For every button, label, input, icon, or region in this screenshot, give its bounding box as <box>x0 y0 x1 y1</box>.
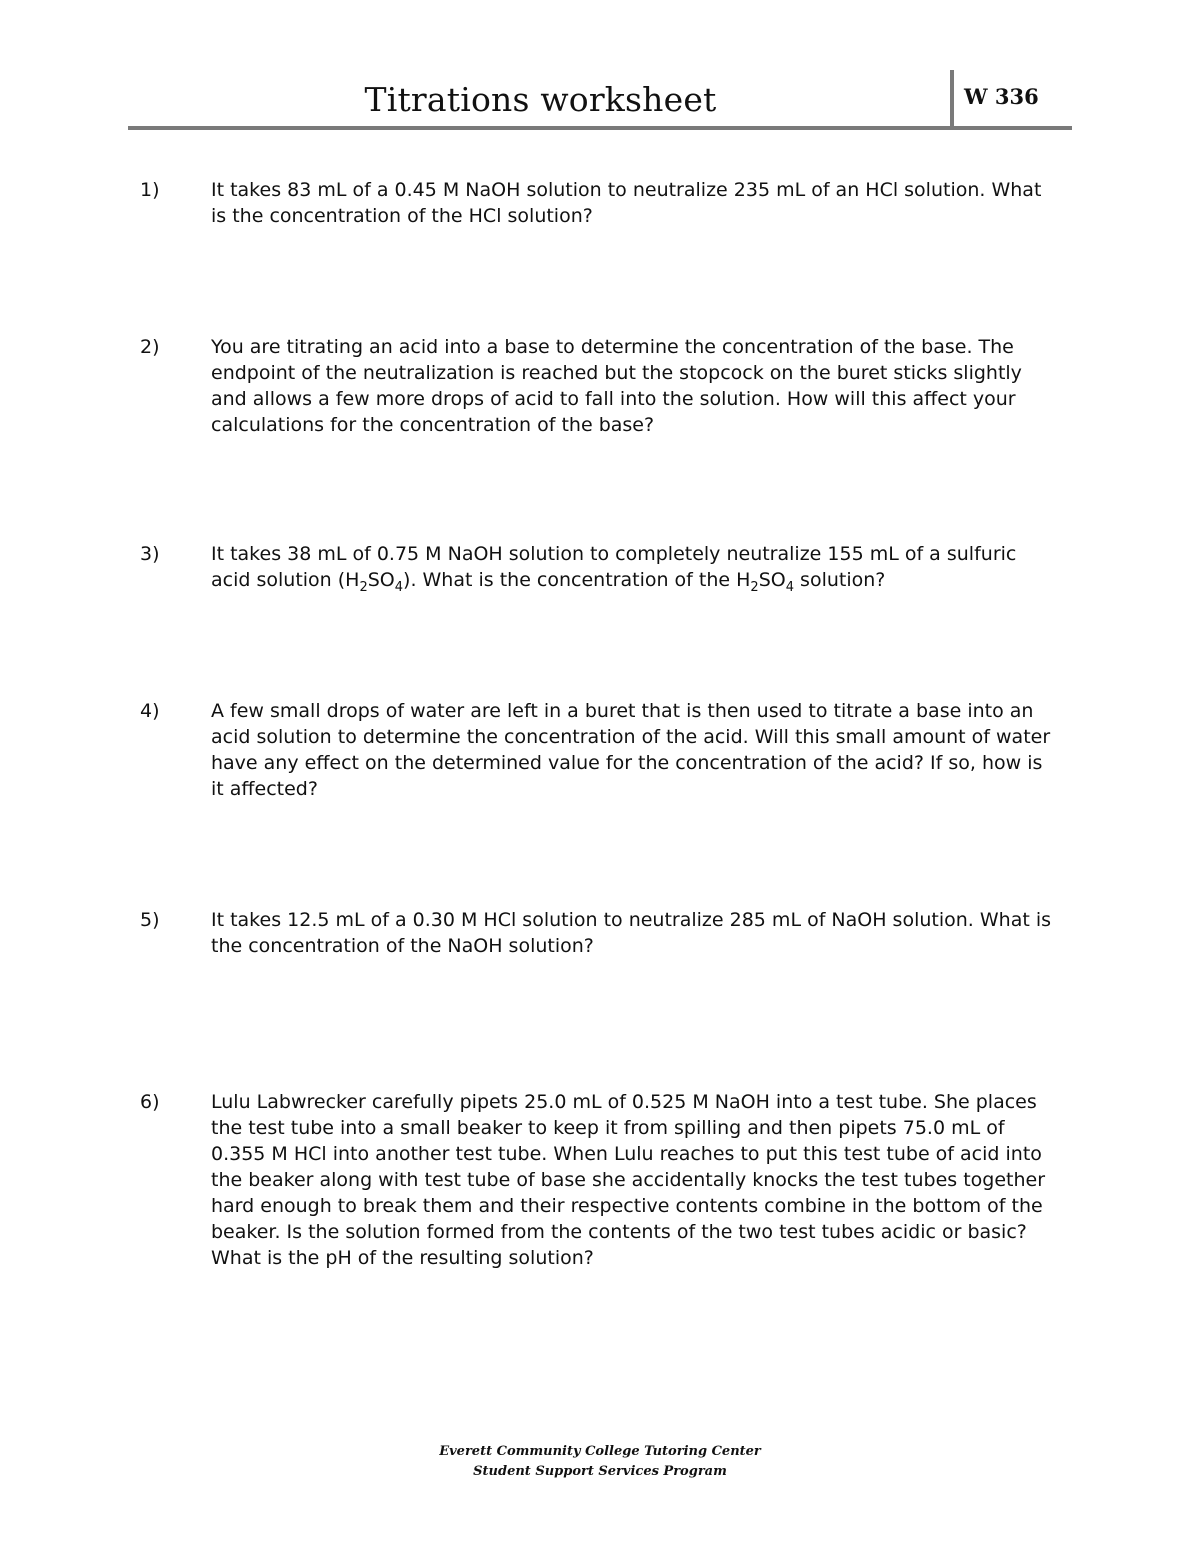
footer-line-1: Everett Community College Tutoring Center <box>439 1444 761 1459</box>
question-text: A few small drops of water are left in a buret that is then used to titrate a base into an acid solution to determine the concentration of the acid. Will this small amount of water have any effect on the determined value for the concentration of the acid? If so, how is it affected? <box>211 700 1051 800</box>
subscript: 4 <box>785 579 794 595</box>
question-number: 4) <box>140 700 160 722</box>
question-text: It takes 12.5 mL of a 0.30 M HCl solution to neutralize 285 mL of NaOH solution. What is the concentration of the NaOH solution? <box>211 909 1052 957</box>
subscript: 2 <box>750 579 759 595</box>
question-number: 6) <box>140 1091 160 1113</box>
subscript: 2 <box>359 579 368 595</box>
question-text: It takes 83 mL of a 0.45 M NaOH solution to neutralize 235 mL of an HCl solution. What is the concentration of the HCl solution? <box>211 179 1042 227</box>
question-text-part: solution? <box>794 569 886 591</box>
question-6 <box>140 1089 1060 1271</box>
header-divider-vertical <box>950 70 954 130</box>
question-text-part: ). What is the concentration of the H <box>403 569 751 591</box>
question-1 <box>140 177 1060 229</box>
question-number: 2) <box>140 336 160 358</box>
question-number: 3) <box>140 543 160 565</box>
question-text <box>211 541 1060 593</box>
footer-line-2: Student Support Services Program <box>473 1464 727 1479</box>
subscript: 4 <box>394 579 404 595</box>
question-2 <box>140 334 1060 438</box>
question-number: 1) <box>140 179 160 201</box>
page-title: Titrations worksheet <box>364 80 717 119</box>
question-number: 5) <box>140 909 160 931</box>
worksheet-code: W 336 <box>964 84 1039 109</box>
question-text-part: It takes 38 mL of 0.75 M NaOH solution to completely neutralize 155 mL of a sulfuric acid solution (H <box>211 543 1017 591</box>
question-text: You are titrating an acid into a base to determine the concentration of the base. The endpoint of the neutralization is reached but the stopcock on the buret sticks slightly and allows a few more drops of acid to fall into the solution. How will this affect your calculations for the concentration of the base? <box>211 336 1022 436</box>
page-footer <box>0 1442 1200 1482</box>
header-rule <box>128 126 1072 130</box>
question-3 <box>140 541 1060 593</box>
question-text: Lulu Labwrecker carefully pipets 25.0 mL of 0.525 M NaOH into a test tube. She places the test tube into a small beaker to keep it from spilling and then pipets 75.0 mL of 0.355 M HCl into another test tube. When Lulu reaches to put this test tube of acid into the beaker along with test tube of base she accidentally knocks the test tubes together hard enough to break them and their respective contents combine in the bottom of the beaker. Is the solution formed from the contents of the two test tubes acidic or basic? What is the pH of the resulting solution? <box>211 1091 1046 1269</box>
question-4 <box>140 698 1060 802</box>
question-text-part: SO <box>367 569 395 591</box>
question-text-part: SO <box>758 569 786 591</box>
question-5 <box>140 907 1060 959</box>
worksheet-header <box>128 70 1072 132</box>
